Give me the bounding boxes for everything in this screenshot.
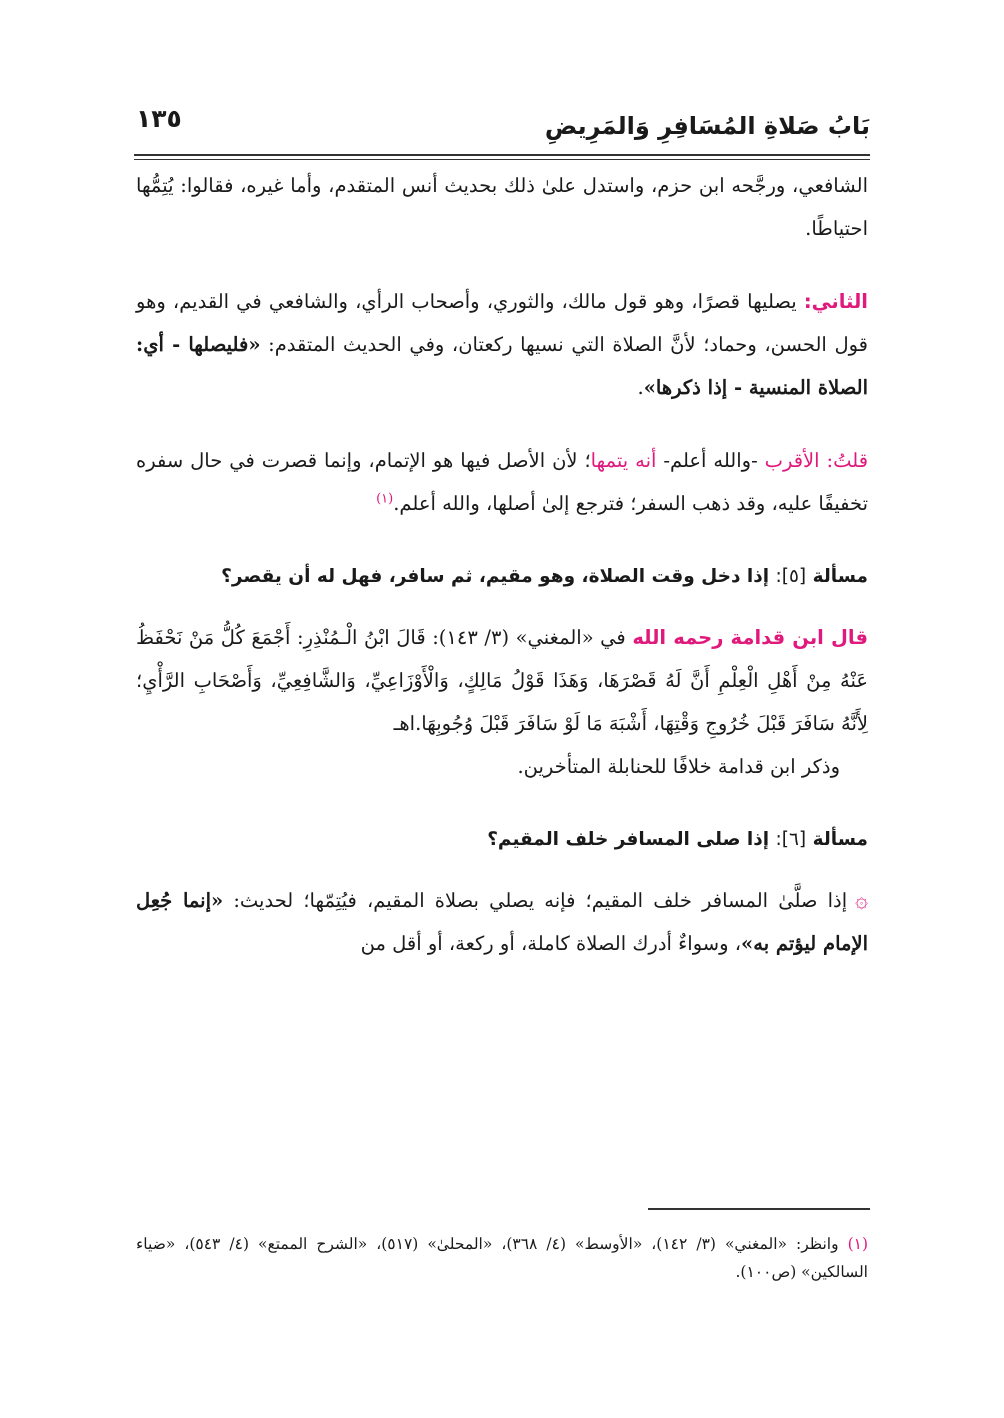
ibn-qudama-quote (136, 616, 868, 745)
header-rule-thin (134, 159, 870, 160)
issue-5-label: مسألة (812, 566, 868, 587)
page-number: ١٣٥ (136, 104, 182, 133)
issue-5-title: إذا دخل وقت الصلاة، وهو مقيم، ثم سافر، فهل له أن يقصر؟ (221, 566, 776, 587)
paragraph-continuation: الشافعي، ورجَّحه ابن حزم، واستدل علىٰ ذلك بحديث أنس المتقدم، وأما غيره، فقالوا: يُتِمُّها احتياطًا. (136, 174, 868, 240)
author-opinion-text: ؛ لأن الأصل فيها هو الإتمام، وإنما قصرت في حال سفره تخفيفًا عليه، وقد ذهب السفر؛ فترجع إلىٰ أصلها، والله أعلم. (136, 449, 868, 515)
footnote-number: (١) (847, 1235, 869, 1253)
second-opinion-text: يصليها قصرًا، وهو قول مالك، والثوري، وأصحاب الرأي، والشافعي في القديم، وهو قول الحسن، وحماد؛ لأنَّ الصلاة التي نسيها ركعتان، وفي الحديث المتقدم: (136, 290, 869, 356)
header-rule-thick (134, 154, 870, 156)
issue-6-hadith: «إنما جُعِل الإمام ليؤتم به» (136, 889, 868, 955)
footnote (136, 1230, 868, 1286)
footnote-separator (648, 1208, 870, 1210)
hadith-quote: «فليصلها - أي: الصلاة المنسية - إذا ذكرها» (136, 333, 868, 399)
author-opinion-aside: -والله أعلم- (656, 449, 765, 472)
issue-6-label: مسألة (812, 829, 868, 850)
issue-6-title: إذا صلى المسافر خلف المقيم؟ (487, 829, 776, 850)
author-opinion-conclusion: أنه يتمها (590, 449, 657, 472)
footnote-text: وانظر: «المغني» (٣/ ١٤٢)، «الأوسط» (٤/ ٣٦٨)، «المحلىٰ» (٥١٧)، «الشرح الممتع» (٤/ ٥٤٣)، «ضياء السالكين» (ص١٠٠). (136, 1235, 868, 1281)
second-opinion-label: الثاني: (803, 290, 868, 313)
page-header (134, 104, 870, 150)
second-opinion-end: . (637, 376, 644, 399)
flower-ornament-icon: ۞ (855, 888, 868, 913)
paragraph-author-opinion (136, 439, 868, 525)
main-text (136, 164, 868, 965)
footnote-marker[interactable]: (١) (376, 491, 394, 507)
ibn-qudama-note: وذكر ابن قدامة خلافًا للحنابلة المتأخرين. (517, 755, 840, 778)
issue-6-number: [٦]: (775, 829, 807, 850)
author-opinion-label: قلتُ: الأقرب (764, 449, 869, 472)
quote-text: قَالَ ابْنُ الْـمُنْذِرِ: أَجْمَعَ كُلُّ مَنْ نَحْفَظُ عَنْهُ مِنْ أَهْلِ الْعِلْمِ أَنَّ لَهُ قَصْرَهَا، وَهَذَا قَوْلُ مَالِكٍ، وَالْأَوْزَاعِيِّ، وَالشَّافِعِيِّ، وَأَصْحَابِ الرَّأْيِ؛ لِأَنَّهُ سَافَرَ قَبْلَ خُرُوجِ وَقْتِهَا، أَشْبَهَ مَا لَوْ سَافَرَ قَبْلَ وُجُوبِهَا.اهـ (136, 626, 868, 735)
issue-6-heading (136, 818, 868, 861)
issue-6-text-continued: ، وسواءٌ أدرك الصلاة كاملة، أو ركعة، أو أقل من (360, 932, 742, 955)
issue-5-number: [٥]: (775, 566, 807, 587)
issue-6-text: إذا صلَّىٰ المسافر خلف المقيم؛ فإنه يصلي بصلاة المقيم، فيُتِمّها؛ لحديث: (223, 889, 848, 912)
paragraph-second-opinion (136, 280, 868, 409)
quote-source: في «المغني» (٣/ ١٤٣): (425, 626, 633, 649)
issue-6-paragraph (136, 879, 868, 965)
issue-5-heading (136, 555, 868, 598)
quote-speaker: قال ابن قدامة رحمه الله (632, 626, 868, 649)
running-title: بَابُ صَلاةِ المُسَافِرِ وَالمَرِيضِ (544, 112, 870, 140)
